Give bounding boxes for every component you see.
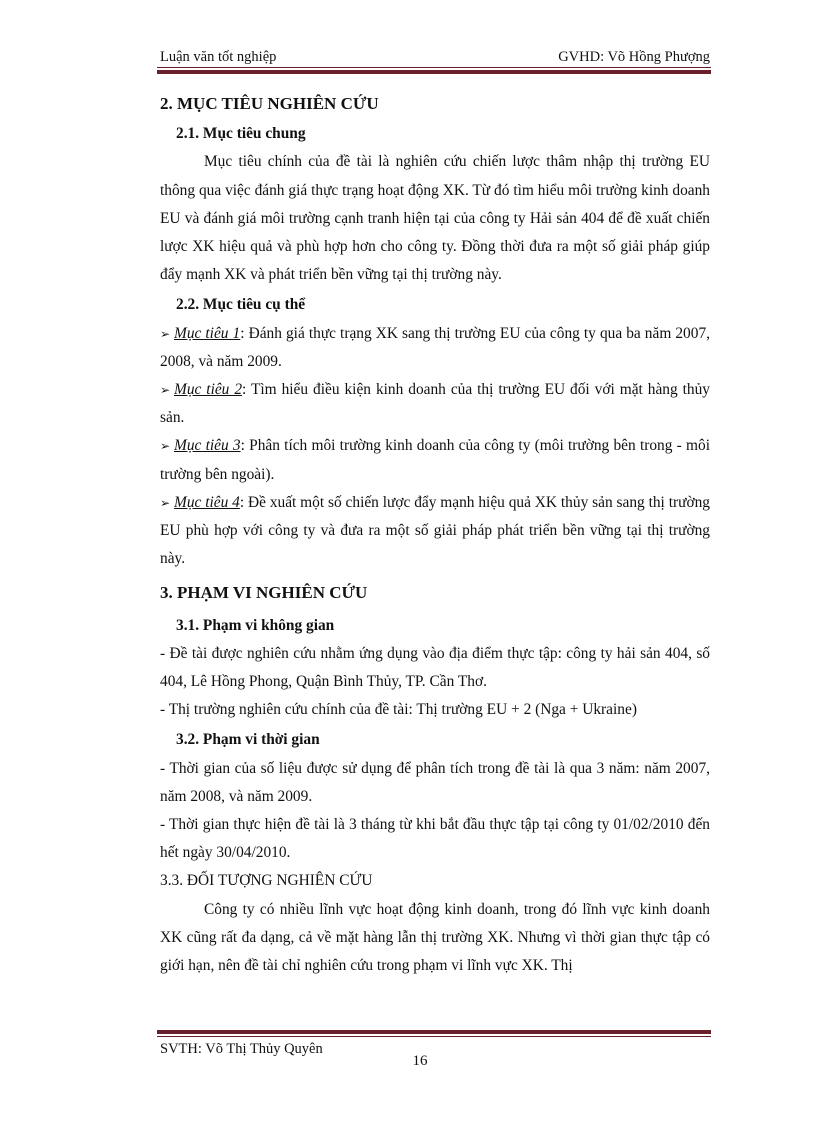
objective-label: Mục tiêu 3 [174, 437, 241, 455]
objective-item [160, 320, 710, 376]
section-3-1-heading: 3.1. Phạm vi không gian [176, 616, 335, 634]
objective-item [160, 489, 710, 574]
header-rule-thin [157, 67, 711, 68]
section-3-3-heading: 3.3. ĐỐI TƯỢNG NGHIÊN CỨU [160, 872, 373, 890]
objective-label: Mục tiêu 2 [174, 381, 243, 399]
arrow-bullet-icon: ➢ [160, 383, 171, 398]
section-2-1-paragraph: Mục tiêu chính của đề tài là nghiên cứu chiến lược thâm nhập thị trường EU thông qua việc đánh giá thực trạng hoạt động XK. Từ đó tìm hiểu môi trường kinh doanh EU và đánh giá môi trường cạnh tranh hiện tại của công ty Hải sản 404 để đề xuất chiến lược XK hiệu quả và phù hợp hơn cho công ty. Đồng thời đưa ra một số giải pháp giúp đẩy mạnh XK và phát triển bền vững tại thị trường này. [160, 153, 710, 284]
objective-text: : Phân tích môi trường kinh doanh của công ty (môi trường bên trong - môi trường bên ngoài). [160, 437, 710, 483]
section-3-heading: 3. PHẠM VI NGHIÊN CỨU [160, 583, 368, 603]
arrow-bullet-icon: ➢ [160, 439, 171, 454]
arrow-bullet-icon: ➢ [160, 326, 171, 341]
page-body [160, 88, 710, 980]
scope-line: - Đề tài được nghiên cứu nhằm ứng dụng vào địa điểm thực tập: công ty hải sản 404, số 404, Lê Hồng Phong, Quận Bình Thủy, TP. Cần Thơ. [160, 644, 710, 691]
objective-item [160, 376, 710, 432]
arrow-bullet-icon: ➢ [160, 495, 171, 510]
objective-item [160, 432, 710, 488]
scope-line: - Thị trường nghiên cứu chính của đề tài: Thị trường EU + 2 (Nga + Ukraine) [160, 701, 637, 719]
footer-rule-thin [157, 1036, 711, 1037]
footer-rule-thick [157, 1030, 711, 1034]
section-3-2-heading: 3.2. Phạm vi thời gian [176, 731, 320, 749]
objective-text: : Tìm hiểu điều kiện kinh doanh của thị trường EU đối với mặt hàng thủy sản. [160, 381, 710, 427]
objective-label: Mục tiêu 4 [174, 493, 240, 511]
time-line: - Thời gian của số liệu được sử dụng để phân tích trong đề tài là qua 3 năm: năm 2007, năm 2008, và năm 2009. [160, 759, 710, 805]
footer-author: SVTH: Võ Thị Thủy Quyên [160, 1041, 323, 1057]
objective-text: : Đánh giá thực trạng XK sang thị trường EU của công ty qua ba năm 2007, 2008, và năm 2009. [160, 324, 710, 370]
header-rule-thick [157, 70, 711, 74]
objective-label: Mục tiêu 1 [174, 324, 241, 342]
header-left-title: Luận văn tốt nghiệp [160, 49, 277, 65]
header-advisor: GVHD: Võ Hồng Phượng [558, 49, 710, 65]
section-3-3-paragraph: Công ty có nhiều lĩnh vực hoạt động kinh doanh, trong đó lĩnh vực kinh doanh XK cũng rất đa dạng, cả về mặt hàng lẫn thị trường XK. Nhưng vì thời gian thực tập có giới hạn, nên đề tài chỉ nghiên cứu trong phạm vi lĩnh vực XK. Thị [160, 900, 710, 975]
section-2-heading: 2. MỤC TIÊU NGHIÊN CỨU [160, 94, 379, 113]
objective-text: : Đề xuất một số chiến lược đẩy mạnh hiệu quả XK thủy sản sang thị trường EU phù hợp với công ty và đưa ra một số giải pháp phát triển bền vững tại thị trường này. [160, 493, 710, 568]
section-2-1-heading: 2.1. Mục tiêu chung [176, 125, 306, 143]
section-2-2-heading: 2.2. Mục tiêu cụ thể [176, 296, 306, 314]
time-line: - Thời gian thực hiện đề tài là 3 tháng từ khi bắt đầu thực tập tại công ty 01/02/2010 đến hết ngày 30/04/2010. [160, 816, 710, 862]
page-number: 16 [412, 1053, 428, 1069]
